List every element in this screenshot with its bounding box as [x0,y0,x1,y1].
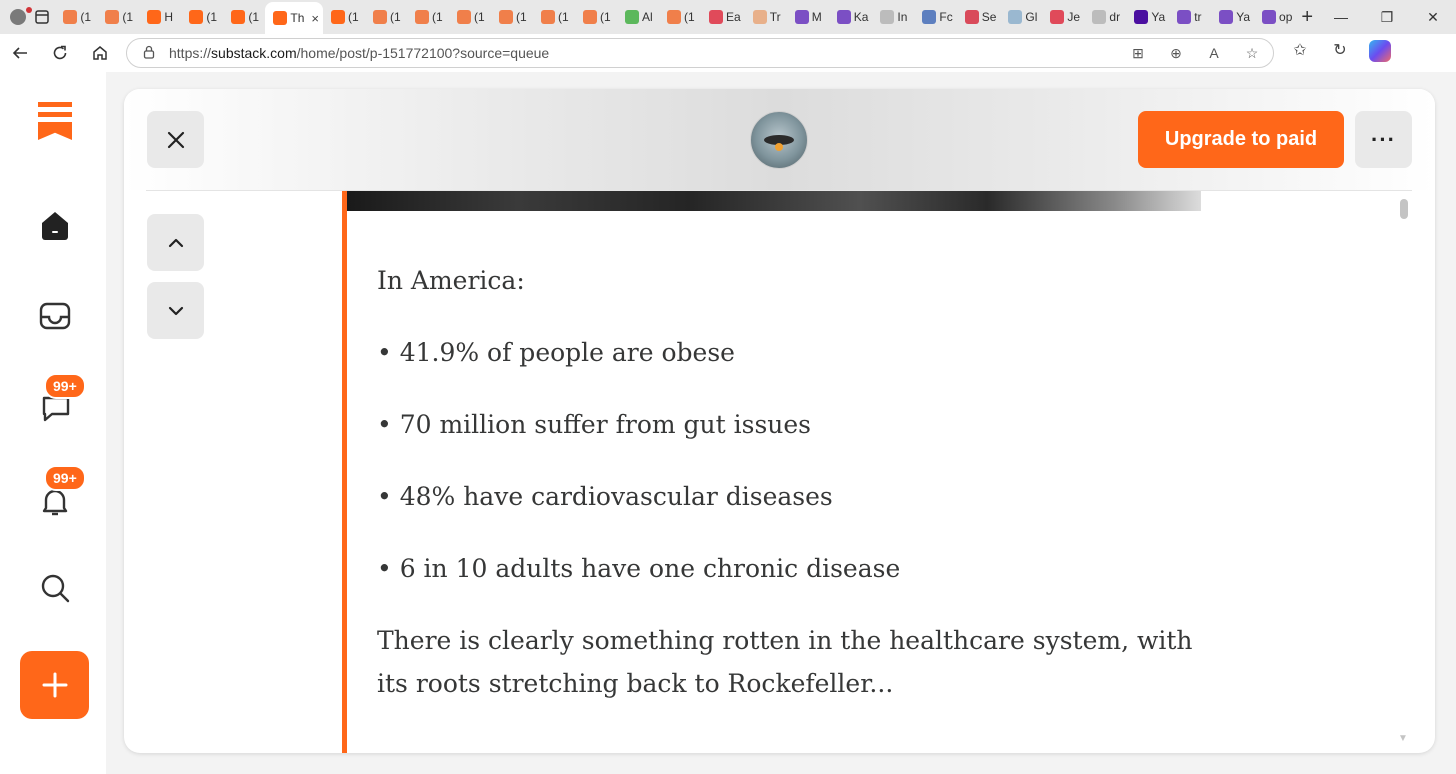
tab-label: (1 [474,10,485,24]
tab-favicon-icon [331,10,345,24]
tab-label: Th [290,11,305,25]
scroll-down-arrow-icon[interactable]: ▼ [1398,733,1408,744]
browser-tab[interactable] [914,3,956,31]
previous-post-button[interactable] [147,214,204,271]
bullet-item: • 6 in 10 adults have one chronic disease [377,554,901,583]
close-tab-icon[interactable]: × [311,10,320,26]
profile-icon[interactable] [6,2,29,32]
inbox-nav-icon[interactable] [36,297,74,335]
upgrade-to-paid-button[interactable]: Upgrade to paid [1138,111,1344,168]
browser-tab[interactable] [957,3,1001,31]
post-body [342,191,1402,753]
url-host: substack.com [211,45,297,61]
scrollbar-thumb[interactable] [1400,199,1408,219]
tab-label: (1 [122,10,134,24]
close-window-icon[interactable]: ✕ [1427,8,1439,25]
browser-tab[interactable] [181,3,223,31]
tab-label: (1 [558,10,569,24]
browser-tab[interactable] [745,3,787,31]
app-available-icon[interactable]: ⊞ [1132,44,1144,61]
browser-tab[interactable] [872,3,914,31]
browser-tab[interactable] [365,3,407,31]
notifications-badge: 99+ [44,465,86,491]
browser-tab[interactable] [1000,3,1042,31]
tab-label: Tr [769,10,781,24]
tab-label: Gl [1025,10,1038,24]
tab-label: (1 [516,10,527,24]
home-icon[interactable] [80,36,120,70]
more-options-button[interactable] [1355,111,1412,168]
tab-label: tr [1194,10,1202,24]
tab-favicon-icon [231,10,245,24]
tab-label: Ea [726,10,741,24]
tab-label: (1 [684,10,695,24]
tab-label: Se [981,10,997,24]
browser-tab[interactable] [407,3,449,31]
toolbar-right [1280,40,1400,67]
tab-label: In [897,10,908,24]
tab-favicon-icon [1177,10,1191,24]
tab-favicon-icon [273,11,287,25]
browser-tab[interactable] [1084,3,1126,31]
tab-label: H [164,10,174,24]
zoom-icon[interactable]: ⊕ [1170,44,1182,61]
tab-label: Ya [1151,10,1166,24]
address-bar[interactable] [126,38,1274,68]
next-post-button[interactable] [147,282,204,339]
tab-favicon-icon [1134,10,1148,24]
substack-sidebar [0,72,106,774]
new-tab-button[interactable]: + [1301,5,1314,28]
tab-favicon-icon [499,10,513,24]
browser-toolbar [0,34,1456,72]
tab-favicon-icon [753,10,767,24]
tab-favicon-icon [709,10,723,24]
tab-label: Je [1067,10,1081,24]
paragraph-closing: There is clearly something rotten in the healthcare system, with its roots stretching back to Rockefeller... [377,626,1193,698]
tab-favicon-icon [625,10,639,24]
publication-avatar[interactable] [750,111,808,169]
chevron-up-icon [166,233,186,253]
close-icon [166,130,186,150]
browser-tab[interactable] [97,3,139,31]
post-reader-card [124,89,1435,753]
tab-favicon-icon [583,10,597,24]
quote-accent-bar [342,191,347,753]
browser-tab[interactable] [1126,3,1169,31]
browser-tab[interactable] [787,3,829,31]
tab-label: (1 [600,10,611,24]
tab-label: (1 [390,10,401,24]
tab-favicon-icon [1262,10,1276,24]
refresh-icon[interactable] [40,36,80,70]
tab-favicon-icon [880,10,894,24]
browser-tab[interactable] [575,3,617,31]
plus-icon [41,671,69,699]
favorite-star-icon[interactable]: ☆ [1245,44,1259,61]
browser-tab[interactable] [139,3,181,31]
lock-icon[interactable] [137,45,161,62]
bullet-item: • 41.9% of people are obese [377,338,735,367]
tab-favicon-icon [837,10,851,24]
read-aloud-icon[interactable]: A [1209,44,1219,61]
tab-list [55,0,1296,34]
url-path: /home/post/p-151772100?source=queue [296,45,550,61]
copilot-icon[interactable] [1360,40,1400,67]
back-icon[interactable] [0,36,40,70]
tab-label: Fc [939,10,953,24]
messages-badge: 99+ [44,373,86,399]
browser-tab[interactable] [1169,3,1211,31]
tab-label: (1 [348,10,359,24]
tab-label: (1 [432,10,443,24]
tab-favicon-icon [189,10,203,24]
address-bar-actions [1127,45,1263,62]
browser-tab[interactable] [617,3,659,31]
tab-favicon-icon [1092,10,1106,24]
browser-tab[interactable] [449,3,491,31]
tab-label: Ya [1236,10,1251,24]
history-icon[interactable]: ↻ [1333,41,1347,59]
browser-tab[interactable] [1211,3,1254,31]
browser-tab[interactable] [265,2,323,34]
tab-label: (1 [80,10,92,24]
url-text[interactable] [169,45,549,61]
paragraph-lead: In America: [377,266,525,295]
tab-favicon-icon [541,10,555,24]
browser-tab[interactable] [323,3,365,31]
home-nav-icon[interactable] [36,207,74,245]
tab-label: dr [1109,10,1121,24]
browser-tab[interactable] [701,3,745,31]
url-scheme: https:// [169,45,212,61]
tab-label: op [1279,10,1293,24]
substack-logo-icon[interactable] [38,102,72,142]
tab-favicon-icon [63,10,77,24]
search-nav-icon[interactable] [36,569,74,607]
tab-label: Ka [853,10,869,24]
browser-tab[interactable] [829,3,873,31]
close-reader-button[interactable] [147,111,204,168]
browser-tab-strip [0,0,1456,34]
tab-favicon-icon [922,10,936,24]
tab-favicon-icon [1008,10,1022,24]
tab-favicon-icon [415,10,429,24]
tab-favicon-icon [373,10,387,24]
tab-label: M [811,10,822,24]
tab-favicon-icon [147,10,161,24]
post-image [347,191,1201,211]
tab-actions-icon[interactable] [29,2,55,32]
browser-tab[interactable] [1042,3,1084,31]
more-icon: ··· [1371,126,1396,152]
chevron-down-icon [166,301,186,321]
restore-icon[interactable]: ❐ [1380,8,1394,25]
bullet-item: • 70 million suffer from gut issues [377,410,812,439]
tab-favicon-icon [1219,10,1233,24]
browser-tab[interactable] [55,3,97,31]
tab-label: (1 [248,10,260,24]
tab-favicon-icon [795,10,809,24]
tab-label: Al [642,10,653,24]
tab-favicon-icon [105,10,119,24]
tab-label: (1 [206,10,218,24]
browser-tab[interactable] [659,3,701,31]
browser-tab[interactable] [1254,3,1296,31]
favorites-icon[interactable]: ✩ [1293,41,1307,59]
browser-tab[interactable] [533,3,575,31]
browser-tab[interactable] [223,3,265,31]
tab-favicon-icon [1050,10,1064,24]
browser-tab[interactable] [491,3,533,31]
tab-favicon-icon [965,10,979,24]
compose-button[interactable] [20,651,89,719]
tab-favicon-icon [457,10,471,24]
window-controls [1318,0,1456,34]
minimize-icon[interactable]: — [1334,9,1348,25]
post-text [377,259,1197,734]
bullet-item: • 48% have cardiovascular diseases [377,482,833,511]
tab-favicon-icon [667,10,681,24]
